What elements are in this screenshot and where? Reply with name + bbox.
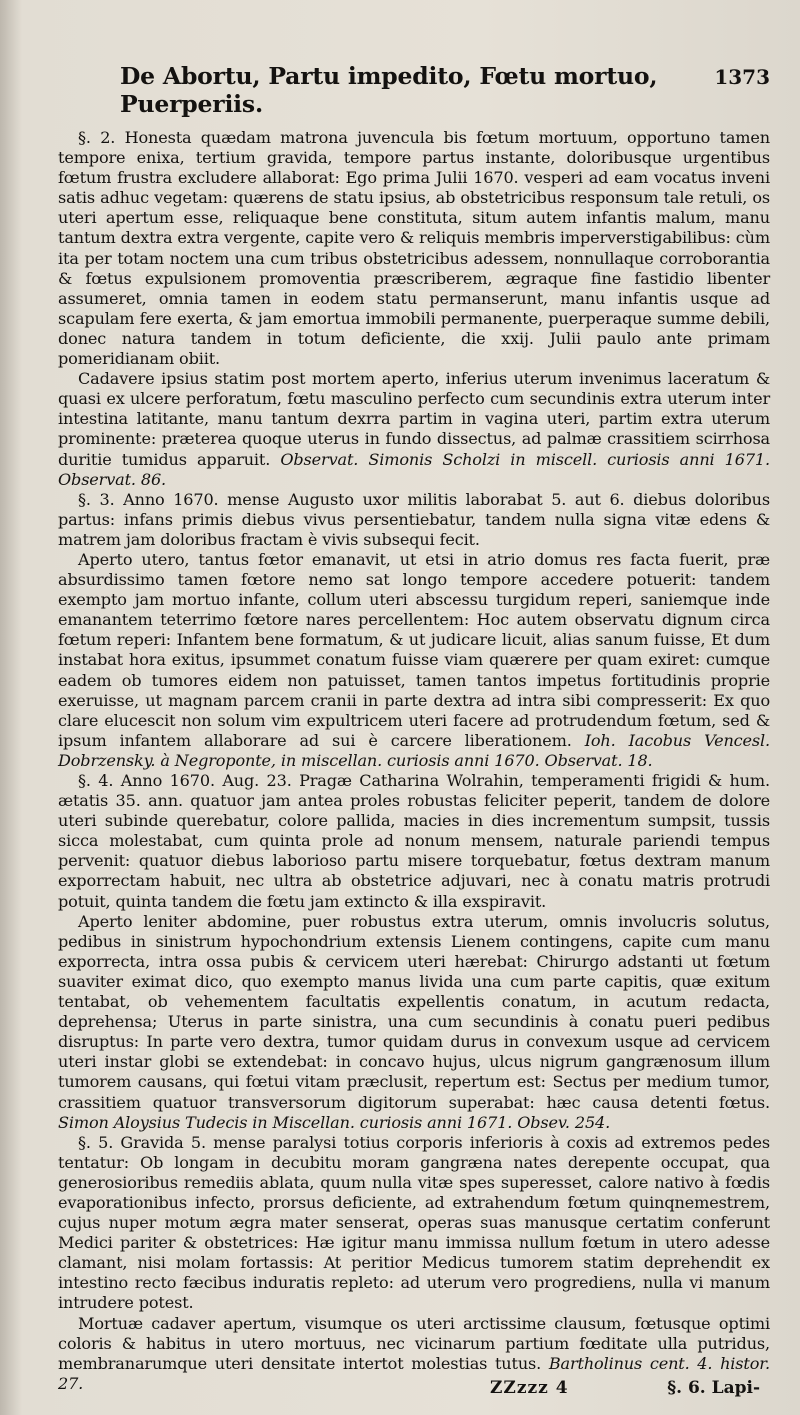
body-text xyxy=(58,128,770,1394)
citation: Bartholinus cent. 4. histor. 27. xyxy=(58,1353,770,1393)
paragraph-3 xyxy=(58,490,770,550)
signature-mark: ZZzzz 4 xyxy=(490,1378,569,1398)
citation: Ioh. Iacobus Vencesl. Dobrzensky. à Negroponte, in miscellan. curiosis anni 1670. Observat. 18. xyxy=(58,730,770,770)
paragraph-text: Cadavere ipsius statim post mortem aperto, inferius uterum invenimus laceratum & quasi ex ulcere perforatum, fœtu masculino perfecto cum secundinis extra uterum inter intestina latitante, manu tantum dexrra partim in vagina uteri, partim extra uterum prominente: præterea quoque uterus in fundo dissectus, ad palmæ crassitiem scirrhosa duritie tumidus apparuit. xyxy=(58,369,770,469)
paragraph-2 xyxy=(58,369,770,490)
paragraph-text: Aperto leniter abdomine, puer robustus extra uterum, omnis involucris solutus, pedibus in sinistrum hypochondrium extensis Lienem contingens, capite cum manu exporrecta, intra ossa pubis & cervicem uteri hærebat: Chirurgo adstanti ut fœtum suaviter eximat dico, quo exempto manus livida una cum parte capitis, quæ exitum tentabat, ob vehementem facultatis expellentis conatum, in acutum redacta, deprehensa; Uterus in parte sinistra, una cum secundinis à conatu pueri pedibus disruptus: In parte vero dextra, tumor quidam durus in convexum usque ad cervicem uteri instar globi se extendebat: in concavo hujus, ulcus nigrum gangrænosum illum tumorem causans, qui fœtui vitam præclusit, repertum est: Sectus per medium tumor, crassitiem quatuor transversorum digitorum superabat: hæc causa detenti fœtus. xyxy=(58,911,770,1112)
paragraph-text: Mortuæ cadaver apertum, visumque os uteri arctissime clausum, fœtusque optimi coloris & habitus in utero mortuus, nec vicinarum partium fœditate ulla putridus, membranarumque uteri densitate intertot molestias tutus. xyxy=(58,1313,770,1373)
paragraph-5 xyxy=(58,771,770,912)
catchword: §. 6. Lapi- xyxy=(667,1378,760,1398)
page-footer xyxy=(490,1378,760,1398)
paragraph-6 xyxy=(58,912,770,1133)
paragraph-7 xyxy=(58,1133,770,1314)
citation: Observat. Simonis Scholzi in miscell. curiosis anni 1671. Observat. 86. xyxy=(58,449,770,489)
paragraph-text: Aperto utero, tantus fœtor emanavit, ut etsi in atrio domus res facta fuerit, præ absurdissimo tamen fœtore nemo sat longo tempore accedere potuerit: tandem exempto jam mortuo infante, collum uteri abscessu turgidum reperi, saniemque inde emanantem teterrimo fœtore nares percellentem: Hoc autem observatu dignum circa fœtum reperi: Infantem bene formatum, & ut judicare licuit, alias sanum fuisse, Et dum instabat hora exitus, ipsummet conatum fuisse viam quærere per quam exiret: cumque eadem ob tumores eidem non patuisset, tamen tantos impetus fortitudinis proprie exeruisse, ut magnam parcem cranii in parte dextra ad intra sibi compresserit: Ex quo clare elucescit non solum vim expultricem uteri facere ad protrudendum fœtum, sed & ipsum infantem allaborare ad sui è carcere liberationem. xyxy=(58,549,770,750)
paragraph-text: §. 5. Gravida 5. mense paralysi totius corporis inferioris à coxis ad extremos pedes tentatur: Ob longam in decubitu moram gangræna nates derepente occupat, qua generosioribus remediis ablata, quum nulla vitæ spes superesset, calore nativo à fœdis evaporationibus infecto, prorsus deficiente, ad extrahendum fœtum quinqnemestrem, cujus nuper motum ægra mater senserat, operas suas manusque certatim conferunt Medici pariter & obstetrices: Hæ igitur manu immissa nullum fœtum in utero adesse clamant, nisi molam fortassis: At peritior Medicus tumorem statim deprehendit ex intestino recto fæcibus induratis repleto: ad uterum vero progrediens, nulla vi manum intrudere potest. xyxy=(58,1132,770,1313)
paragraph-text: §. 4. Anno 1670. Aug. 23. Pragæ Catharina Wolrahin, temperamenti frigidi & hum. ætatis 35. ann. quatuor jam antea proles robustas feliciter peperit, tandem de dolore uteri subinde querebatur, colore pallida, macies in dies incrementum sumpsit, tussis sicca molestabat, cum quinta prole ad nonum mensem, naturale pariendi tempus pervenit: quatuor diebus laborioso partu misere torquebatur, fœtus dextram manum exporrectam habuit, nec ultra ab obstetrice adjuvari, nec à conatu matris protrudi potuit, quinta tandem die fœtu jam extincto & illa exspiravit. xyxy=(58,771,770,911)
paragraph-1 xyxy=(58,128,770,369)
paragraph-text: §. 2. Honesta quædam matrona juvencula bis fœtum mortuum, opportuno tamen tempore enixa, tertium gravida, tempore partus instante, doloribusque urgentibus fœtum frustra excludere allaborat: Ego prima Julii 1670. vesperi ad eam vocatus inveni satis adhuc vegetam: quærens de statu ipsius, ab obstetricibus responsum tale retuli, os uteri apertum esse, reliquaque bene constituta, situm autem infantis malum, manu tantum dextra extra vergente, capite vero & reliquis membris imperverstigabilibus: cùm ita per totam noctem una cum tribus obstetricibus adessem, nonnullaque corroborantia & fœtus expulsionem promoventia præscriberem, ægraque fine fastidio libenter assumeret, omnia tamen in eodem statu permanserunt, manu infantis usque ad scapulam fere exerta, & jam emortua immobili permanente, puerperaque summe debili, donec natura tandem in totum deficiente, die xxij. Julii paulo ante primam pomeridianam obiit. xyxy=(58,128,770,369)
citation: Simon Aloysius Tudecis in Miscellan. curiosis anni 1671. Obsev. 254. xyxy=(58,1112,611,1132)
page-number: 1373 xyxy=(714,65,770,89)
paragraph-4 xyxy=(58,550,770,771)
running-title: De Abortu, Partu impedito, Fœtu mortuo, Puerperiis. xyxy=(120,62,658,118)
paragraph-text: §. 3. Anno 1670. mense Augusto uxor militis laborabat 5. aut 6. diebus doloribus partus: infans primis diebus vivus persentiebatur, tandem nulla signa vitæ edens & matrem jam doloribus fractam è vivis subsequi fecit. xyxy=(58,489,770,549)
page-header xyxy=(120,62,770,118)
